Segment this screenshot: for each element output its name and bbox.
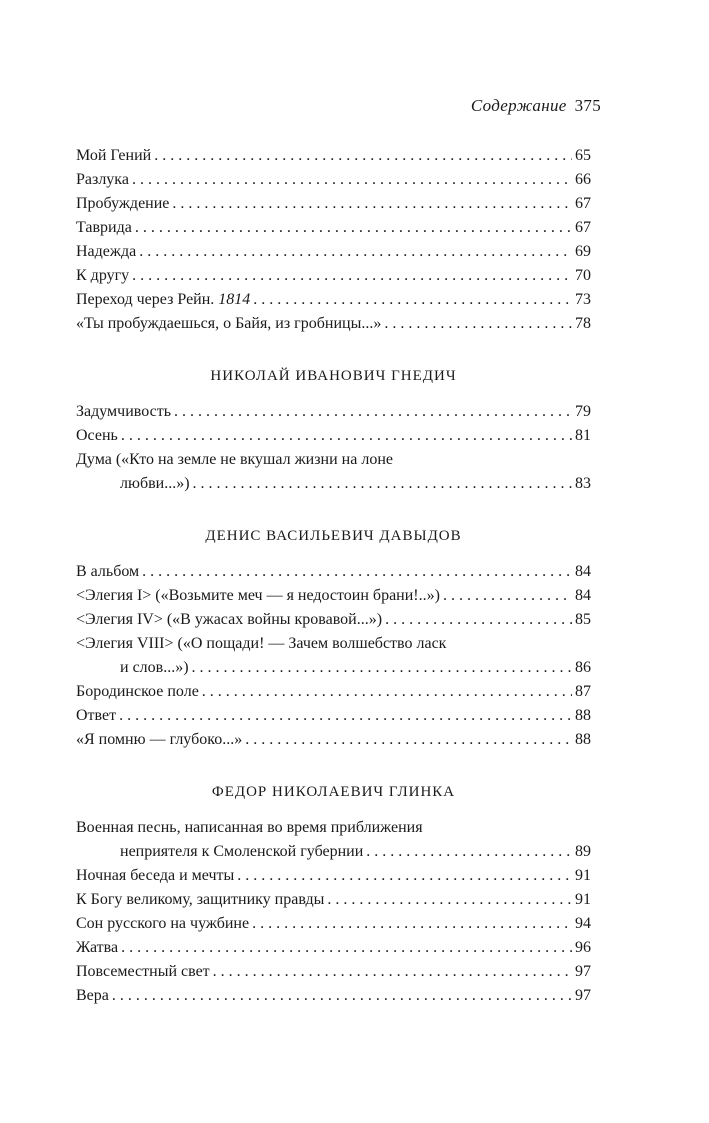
dot-leader [385,608,572,632]
toc-section [76,560,591,752]
entry-title: Вера [76,987,109,1004]
entry-page: 70 [575,267,591,284]
toc-entry [76,216,591,240]
entry-page: 67 [575,219,591,236]
toc-section [76,400,591,496]
dot-leader [252,912,572,936]
entry-title: Ночная беседа и мечты [76,867,235,884]
entry-title: Пробуждение [76,195,170,212]
toc-entry [76,728,591,752]
toc-entry [76,192,591,216]
dot-leader [443,584,572,608]
entry-title: Осень [76,427,118,444]
entry-page: 94 [575,915,591,932]
author-heading: ДЕНИС ВАСИЛЬЕВИЧ ДАВЫДОВ [205,528,462,544]
entry-page: 88 [575,731,591,748]
entry-page: 83 [575,475,591,492]
toc-entry [76,984,591,1008]
entry-page: 91 [575,891,591,908]
entry-title: Мой Гений [76,147,152,164]
entry-title: <Элегия IV> («В ужасах войны кровавой...») [76,611,383,628]
toc-entry [76,400,591,424]
entry-title: Ответ [76,707,117,724]
toc-entry [76,864,591,888]
entry-title: В альбом [76,563,140,580]
entry-title: Жатва [76,939,119,956]
dot-leader [327,888,572,912]
entry-year: 1814 [218,291,251,308]
toc-entry [76,240,591,264]
entry-page: 88 [575,707,591,724]
dot-leader [245,728,572,752]
dot-leader [237,864,572,888]
toc-entry [76,560,591,584]
toc-entry [76,264,591,288]
entry-page: 97 [575,987,591,1004]
dot-leader [366,840,572,864]
toc-entry [76,608,591,632]
author-heading: НИКОЛАЙ ИВАНОВИЧ ГНЕДИЧ [210,368,457,384]
entry-page: 65 [575,147,591,164]
entry-title: Повсеместный свет [76,963,210,980]
entry-title: <Элегия VIII> («О пощади! — Зачем волшебство ласк [76,635,447,652]
dot-leader [132,264,572,288]
entry-title: Военная песнь, написанная во время приближения [76,819,423,836]
entry-title: Задумчивость [76,403,172,420]
entry-page: 78 [575,315,591,332]
entry-page: 85 [575,611,591,628]
entry-title: Дума («Кто на земле не вкушал жизни на лоне [76,451,393,468]
entry-page: 66 [575,171,591,188]
entry-page: 84 [575,563,591,580]
entry-page: 96 [575,939,591,956]
toc-entry [76,584,591,608]
entry-page: 87 [575,683,591,700]
entry-title: <Элегия I> («Возьмите меч — я недостоин брани!..») [76,587,440,604]
toc-entry [76,936,591,960]
dot-leader [135,216,572,240]
dot-leader [202,680,572,704]
toc-section [76,144,591,336]
entry-page: 84 [575,587,591,604]
dot-leader [174,400,572,424]
dot-leader [193,472,572,496]
toc-entry [76,912,591,936]
dot-leader [192,656,572,680]
toc-entry [76,144,591,168]
toc-section [76,816,591,1008]
entry-title-continued: и слов...») [120,659,189,676]
dot-leader [112,984,572,1008]
dot-leader [154,144,572,168]
entry-title: Разлука [76,171,129,188]
toc-entry [76,704,591,728]
dot-leader [139,240,572,264]
entry-title-continued: неприятеля к Смоленской губернии [120,843,364,860]
dot-leader [121,936,572,960]
toc-entry [76,632,591,680]
table-of-contents [76,144,591,1008]
entry-title: Бородинское поле [76,683,199,700]
entry-page: 91 [575,867,591,884]
dot-leader [213,960,572,984]
toc-entry [76,960,591,984]
dot-leader [132,168,572,192]
entry-title: Переход через Рейн. [76,291,215,308]
dot-leader [172,192,572,216]
toc-entry [76,424,591,448]
entry-page: 67 [575,195,591,212]
dot-leader [121,424,572,448]
running-header [471,96,601,116]
toc-entry [76,288,591,312]
entry-title: «Ты пробуждаешься, о Байя, из гробницы...» [76,315,382,332]
toc-entry [76,448,591,496]
dot-leader [119,704,572,728]
entry-title: К другу [76,267,130,284]
entry-page: 81 [575,427,591,444]
toc-entry [76,888,591,912]
entry-page: 97 [575,963,591,980]
entry-page: 89 [575,843,591,860]
entry-page: 86 [575,659,591,676]
entry-title: Таврида [76,219,132,236]
dot-leader [384,312,572,336]
page-number: 375 [574,96,601,115]
toc-entry [76,312,591,336]
dot-leader [142,560,572,584]
entry-title: Надежда [76,243,137,260]
entry-title: Сон русского на чужбине [76,915,250,932]
entry-page: 73 [575,291,591,308]
running-header-title: Содержание [470,96,567,115]
entry-title-continued: любви...») [120,475,190,492]
author-heading: ФЕДОР НИКОЛАЕВИЧ ГЛИНКА [211,784,456,800]
toc-entry [76,168,591,192]
toc-entry [76,680,591,704]
toc-entry [76,816,591,864]
entry-page: 69 [575,243,591,260]
entry-title: «Я помню — глубоко...» [76,731,243,748]
entry-page: 79 [575,403,591,420]
dot-leader [253,288,572,312]
entry-title: К Богу великому, защитнику правды [76,891,325,908]
